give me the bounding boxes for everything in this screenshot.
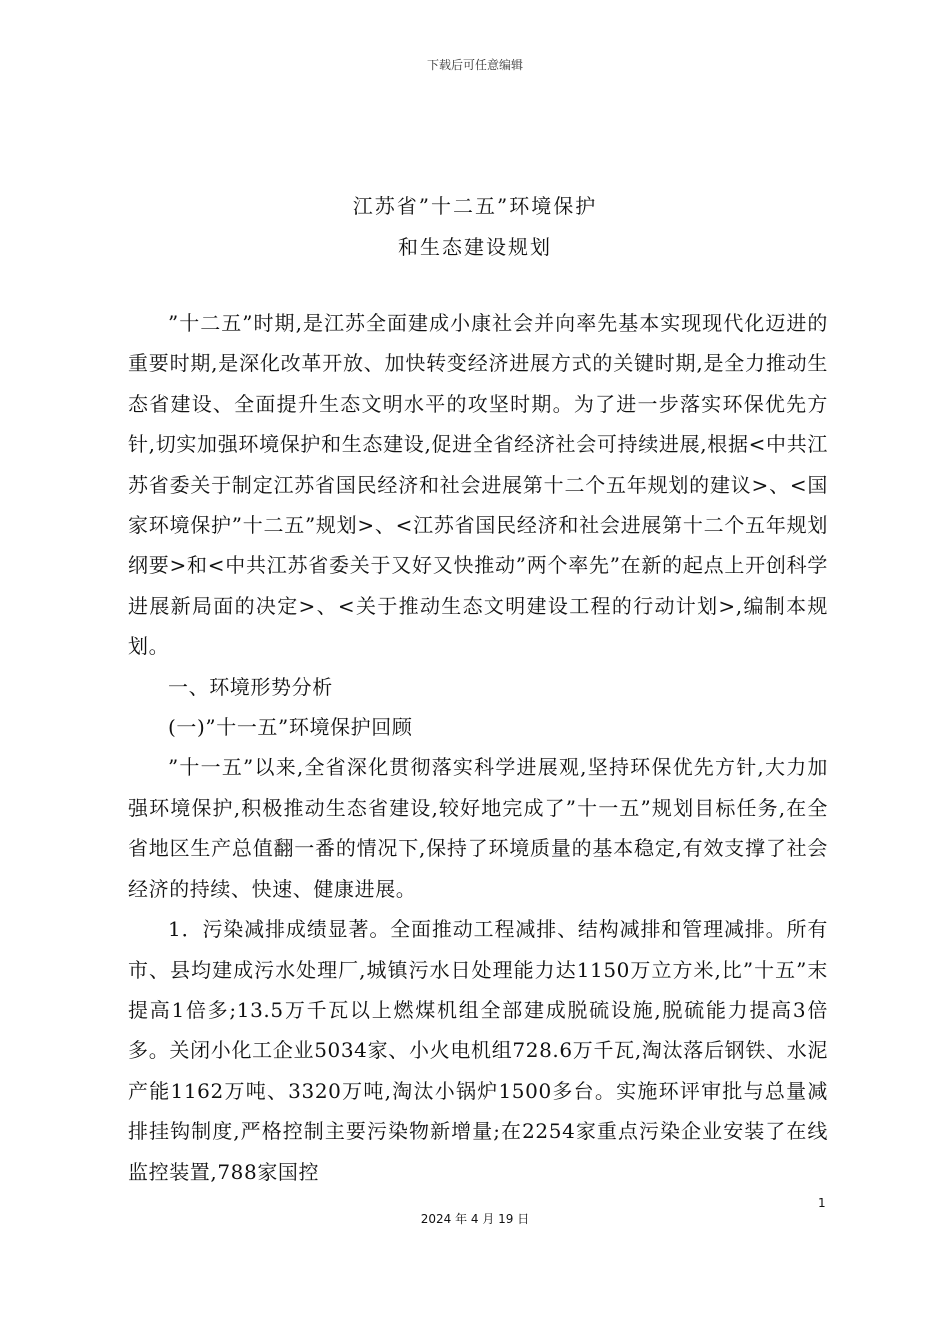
page-number: 1: [818, 1196, 826, 1210]
header-note: 下载后可任意编辑: [426, 58, 523, 72]
intro-paragraph: ”十二五”时期,是江苏全面建成小康社会并向率先基本实现现代化迈进的重要时期,是深化改革开放、加快转变经济进展方式的关键时期,是全力推动生态省建设、全面提升生态文明水平的攻坚时期。为了进一步落实环保优先方针,切实加强环境保护和生态建设,促进全省经济社会可持续进展,根据<中共江苏省委关于制定江苏省国民经济和社会进展第十二个五年规划的建议>、<国家环境保护”十二五”规划>、<江苏省国民经济和社会进展第十二个五年规划纲要>和<中共江苏省委关于又好又快推动”两个率先”在新的起点上开创科学进展新局面的决定>、<关于推动生态文明建设工程的行动计划>,编制本规划。: [128, 311, 828, 659]
review-paragraph: ”十一五”以来,全省深化贯彻落实科学进展观,坚持环保优先方针,大力加强环境保护,积极推动生态省建设,较好地完成了”十一五”规划目标任务,在全省地区生产总值翻一番的情况下,保持了环境质量的基本稳定,有效支撑了社会经济的持续、快速、健康进展。: [128, 755, 828, 901]
section-heading: 一、环境形势分析: [168, 674, 333, 699]
document-body: [128, 303, 828, 1192]
subsection-heading: (一)”十一五”环境保护回顾: [168, 715, 413, 740]
footer-date: 2024 年 4 月 19 日: [420, 1212, 530, 1226]
document-title-line-1: 江苏省”十二五”环境保护: [352, 194, 598, 218]
emission-reduction-paragraph: 1．污染减排成绩显著。全面推动工程减排、结构减排和管理减排。所有市、县均建成污水处理厂,城镇污水日处理能力达1150万立方米,比”十五”末提高1倍多;13.5万千瓦以上燃煤机组全部建成脱硫设施,脱硫能力提高3倍多。关闭小化工企业5034家、小火电机组728.6万千瓦,淘汰落后钢铁、水泥产能1162万吨、3320万吨,淘汰小锅炉1500多台。实施环评审批与总量减排挂钩制度,严格控制主要污染物新增量;在2254家重点污染企业安装了在线监控装置,788家国控: [128, 917, 828, 1184]
document-title-line-2: 和生态建设规划: [398, 235, 552, 259]
